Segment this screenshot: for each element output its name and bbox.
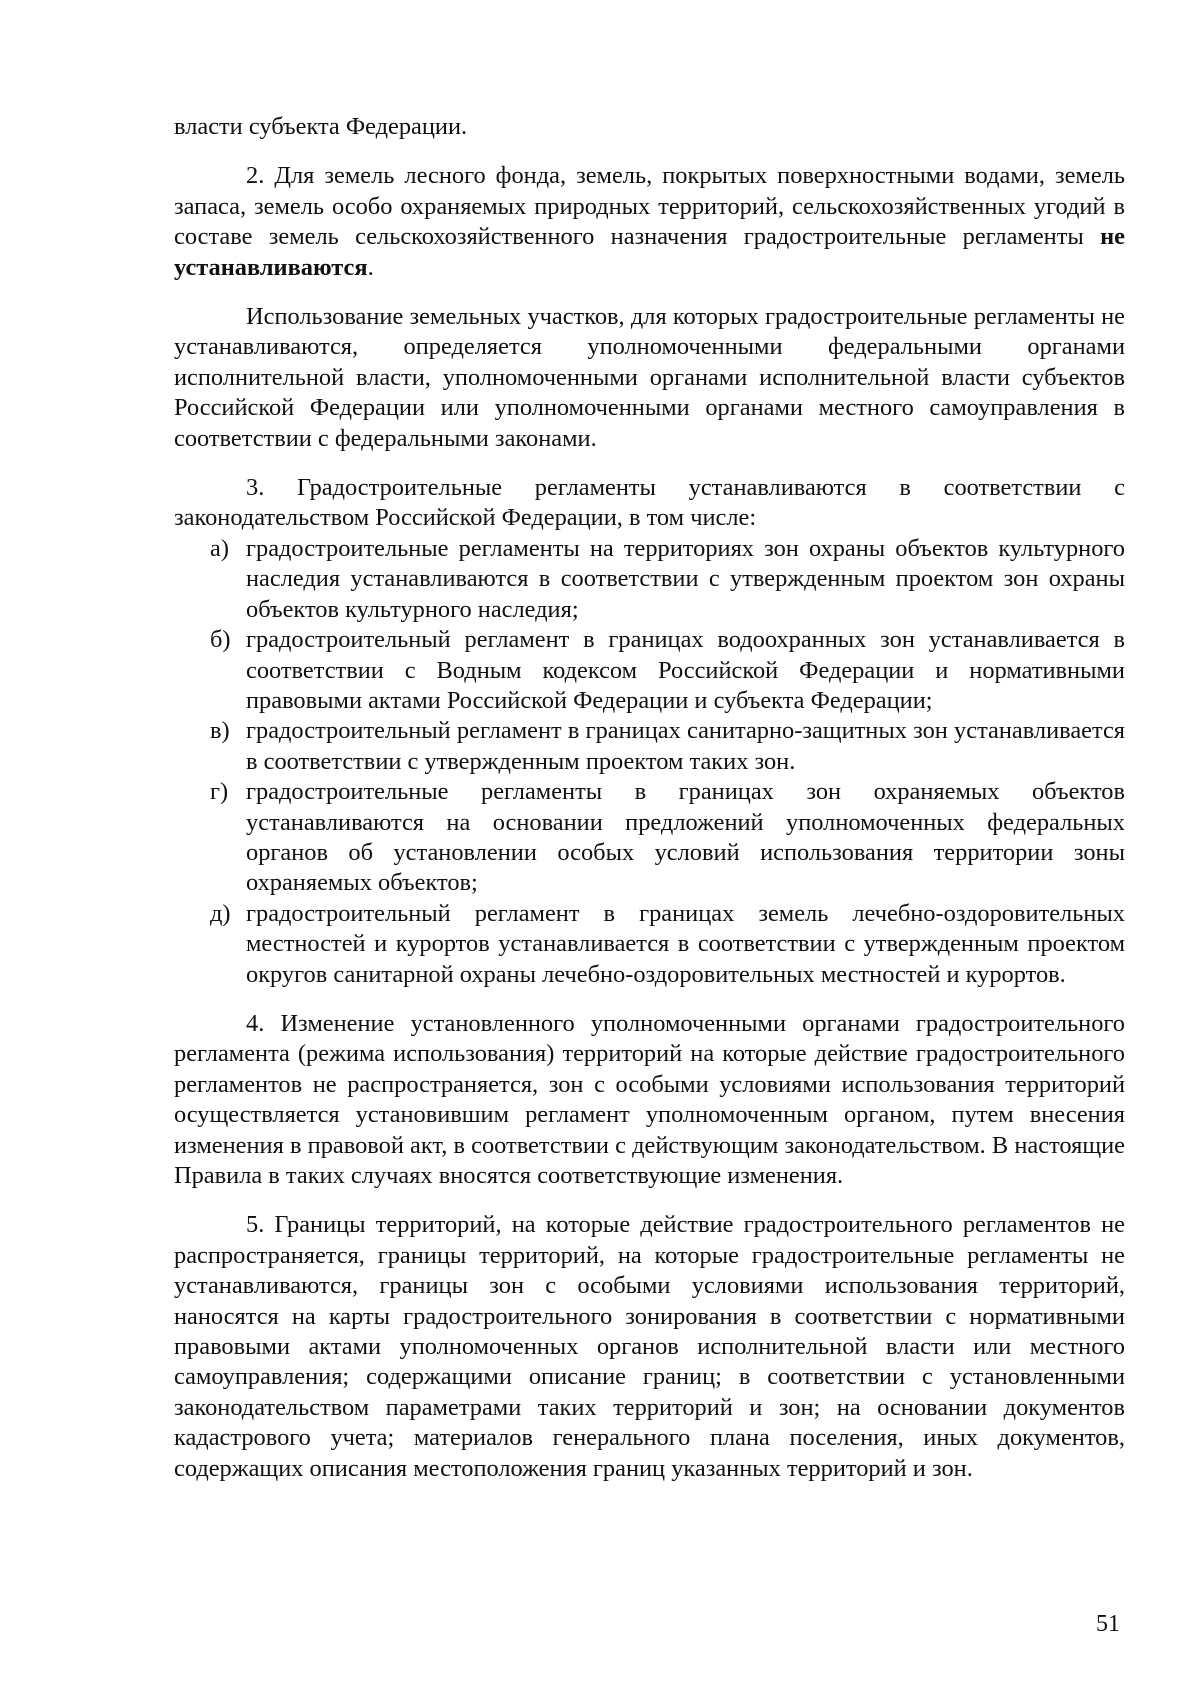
intro-line: власти субъекта Федерации. bbox=[174, 113, 468, 140]
list-marker: а) bbox=[210, 534, 229, 562]
list-marker: г) bbox=[210, 778, 229, 806]
list-item-text: градостроительный регламент в границах санитарно-защитных зон устанавливается в соответствии с утвержденным проектом таких зон. bbox=[246, 717, 1125, 775]
list-marker: д) bbox=[210, 899, 231, 927]
list-item-g bbox=[174, 777, 1125, 899]
list-item-text: градостроительные регламенты на территориях зон охраны объектов культурного наследия устанавливаются в соответствии с утвержденным проектом зон охраны объектов культурного наследия; bbox=[246, 534, 1125, 623]
list-item-text: градостроительный регламент в границах земель лечебно-оздоровительных местностей и курортов устанавливается в соответствии с утвержденным проектом округов санитарной охраны лечебно-оздоровительных местностей и курортов. bbox=[246, 899, 1125, 988]
list-item-text: градостроительный регламент в границах водоохранных зон устанавливается в соответствии с Водным кодексом Российской Федерации и нормативными правовыми актами Российской Федерации и субъекта Федерации; bbox=[246, 626, 1125, 714]
list-marker: в) bbox=[210, 717, 230, 745]
list-item-a bbox=[174, 534, 1125, 625]
paragraph-2 bbox=[174, 161, 1125, 283]
list-item-d bbox=[174, 899, 1125, 990]
paragraph-2-text: 2. Для земель лесного фонда, земель, покрытых поверхностными водами, земель запаса, земель особо охраняемых природных территорий, сельскохозяйственных угодий в составе земель сельскохозяйственного назначения градостроительные регламенты bbox=[174, 162, 1125, 251]
list-item-b bbox=[174, 625, 1125, 716]
list-marker: б) bbox=[210, 626, 231, 654]
paragraph-2-end: . bbox=[367, 253, 374, 281]
paragraph-3: 3. Градостроительные регламенты устанавливаются в соответствии с законодательством Российской Федерации, в том числе: bbox=[174, 474, 1125, 532]
page-number: 51 bbox=[1096, 1611, 1120, 1637]
list-item-text: градостроительные регламенты в границах зон охраняемых объектов устанавливаются на основании предложений уполномоченных федеральных органов об установлении особых условий использования территории зоны охраняемых объектов; bbox=[246, 778, 1125, 897]
paragraph-4: 4. Изменение установленного уполномоченными органами градостроительного регламента (режима использования) территорий на которые действие градостроительного регламентов не распространяется, зон с особыми условиями использования территорий осуществляется установившим регламент уполномоченным органом, путем внесения изменения в правовой акт, в соответствии с действующим законодательством. В настоящие Правила в таких случаях вносятся соответствующие изменения. bbox=[174, 1009, 1125, 1189]
paragraph-5: 5. Границы территорий, на которые действие градостроительного регламентов не распространяется, границы территорий, на которые градостроительные регламенты не устанавливаются, границы зон с особыми условиями использования территорий, наносятся на карты градостроительного зонирования в соответствии с нормативными правовыми актами уполномоченных органов исполнительной власти или местного самоуправления; содержащими описание границ; в соответствии с установленными законодательством параметрами таких территорий и зон; на основании документов кадастрового учета; материалов генерального плана поселения, иных документов, содержащих описания местоположения границ указанных территорий и зон. bbox=[174, 1211, 1125, 1482]
list-item-v bbox=[174, 716, 1125, 777]
paragraph-2-bold-text: не устанавливаются bbox=[174, 223, 1125, 281]
paragraph-3-list bbox=[174, 534, 1125, 990]
document-page bbox=[174, 112, 1125, 1484]
paragraph-2b: Использование земельных участков, для которых градостроительные регламенты не устанавливаются, определяется уполномоченными федеральными органами исполнительной власти, уполномоченными органами исполнительной власти субъектов Российской Федерации или уполномоченными органами местного самоуправления в соответствии с федеральными законами. bbox=[174, 303, 1125, 452]
